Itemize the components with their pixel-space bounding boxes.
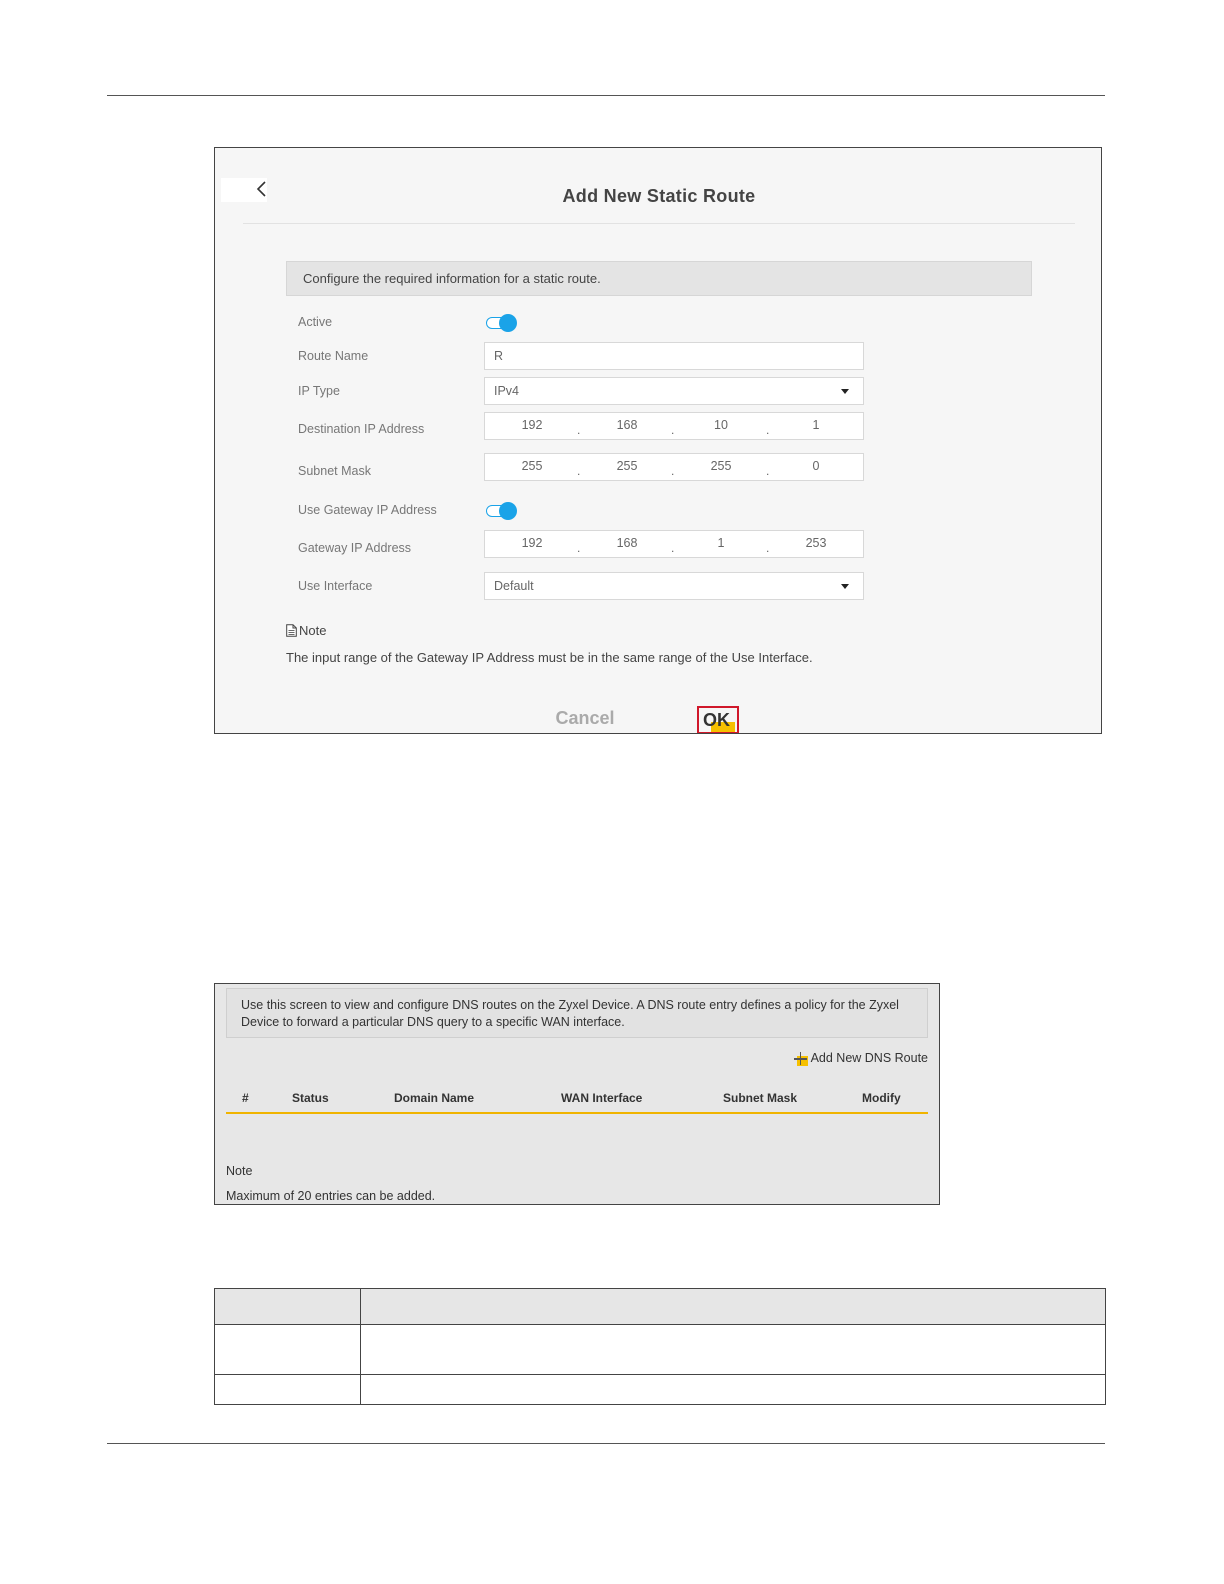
route-name-label: Route Name — [298, 349, 369, 363]
table-row — [215, 1375, 1106, 1405]
info-bar: Configure the required information for a static route. — [286, 261, 1032, 296]
dns-note-heading: Note — [226, 1164, 253, 1178]
use-gateway-label: Use Gateway IP Address — [298, 503, 437, 517]
octet-separator: . — [766, 423, 770, 437]
table-cell — [215, 1325, 361, 1375]
gateway-octet-3[interactable]: 1 — [717, 536, 725, 550]
octet-separator: . — [671, 464, 675, 478]
ip-type-label: IP Type — [298, 384, 340, 398]
caret-down-icon — [841, 584, 849, 589]
dns-route-info: Use this screen to view and configure DNS routes on the Zyxel Device. A DNS route entry defines a policy for the Zyxel Device to forward a particular DNS query to a specific WAN interface. — [226, 988, 928, 1038]
plus-icon — [794, 1052, 808, 1066]
dialog-title: Add New Static Route — [562, 186, 756, 206]
table-cell — [215, 1375, 361, 1405]
description-table — [214, 1288, 1106, 1405]
table-header-cell — [361, 1289, 1106, 1325]
octet-separator: . — [671, 423, 675, 437]
subnet-mask-label: Subnet Mask — [298, 464, 371, 478]
use-interface-value: Default — [494, 579, 534, 593]
ip-type-select[interactable] — [484, 377, 864, 405]
destination-octet-4[interactable]: 1 — [812, 418, 820, 432]
octet-separator: . — [577, 464, 581, 478]
octet-separator: . — [577, 423, 581, 437]
ok-label: OK — [703, 709, 730, 730]
dns-route-panel — [214, 983, 940, 1205]
cancel-button[interactable]: Cancel — [545, 708, 625, 729]
title-divider — [243, 223, 1075, 224]
table-header-row — [215, 1289, 1106, 1325]
gateway-octet-1[interactable]: 192 — [521, 536, 543, 550]
column-header-status: Status — [292, 1091, 329, 1105]
ok-button[interactable] — [697, 706, 739, 734]
subnet-mask-input[interactable] — [484, 453, 864, 481]
note-heading-text: Note — [299, 623, 327, 638]
use-interface-select[interactable] — [484, 572, 864, 600]
column-header-wan-interface: WAN Interface — [561, 1091, 643, 1105]
active-label: Active — [298, 315, 333, 329]
caret-down-icon — [841, 389, 849, 394]
route-name-input[interactable]: R — [484, 342, 864, 370]
destination-octet-2[interactable]: 168 — [616, 418, 638, 432]
subnet-octet-4[interactable]: 0 — [812, 459, 820, 473]
gateway-ip-label: Gateway IP Address — [298, 541, 412, 555]
table-header-underline — [226, 1112, 928, 1114]
column-header-modify: Modify — [862, 1091, 901, 1105]
column-header-domain-name: Domain Name — [394, 1091, 475, 1105]
destination-ip-label: Destination IP Address — [298, 422, 425, 436]
add-dns-route-label: Add New DNS Route — [810, 1051, 928, 1065]
column-header-index: # — [242, 1091, 249, 1105]
gateway-ip-input[interactable] — [484, 530, 864, 558]
table-header-cell — [215, 1289, 361, 1325]
document-icon — [286, 624, 297, 637]
table-row — [215, 1325, 1106, 1375]
footer-rule — [107, 1443, 1105, 1444]
destination-octet-3[interactable]: 10 — [714, 418, 728, 432]
octet-separator: . — [766, 464, 770, 478]
table-cell — [361, 1375, 1106, 1405]
destination-octet-1[interactable]: 192 — [521, 418, 543, 432]
subnet-octet-2[interactable]: 255 — [616, 459, 638, 473]
column-header-subnet-mask: Subnet Mask — [723, 1091, 798, 1105]
ip-type-value: IPv4 — [494, 384, 520, 398]
gateway-octet-4[interactable]: 253 — [805, 536, 827, 550]
gateway-octet-2[interactable]: 168 — [616, 536, 638, 550]
octet-separator: . — [671, 541, 675, 555]
header-rule — [107, 95, 1105, 96]
subnet-octet-3[interactable]: 255 — [710, 459, 732, 473]
use-gateway-toggle[interactable] — [486, 501, 518, 521]
add-dns-route-button[interactable] — [794, 1051, 928, 1066]
add-static-route-dialog — [214, 147, 1102, 734]
use-interface-label: Use Interface — [298, 579, 373, 593]
octet-separator: . — [577, 541, 581, 555]
octet-separator: . — [766, 541, 770, 555]
destination-ip-input[interactable] — [484, 412, 864, 440]
note-text: The input range of the Gateway IP Address must be in the same range of the Use Interface. — [286, 650, 813, 665]
table-cell — [361, 1325, 1106, 1375]
dns-note-text: Maximum of 20 entries can be added. — [226, 1189, 436, 1203]
note-heading — [286, 623, 326, 638]
subnet-octet-1[interactable]: 255 — [521, 459, 543, 473]
active-toggle[interactable] — [486, 313, 518, 333]
